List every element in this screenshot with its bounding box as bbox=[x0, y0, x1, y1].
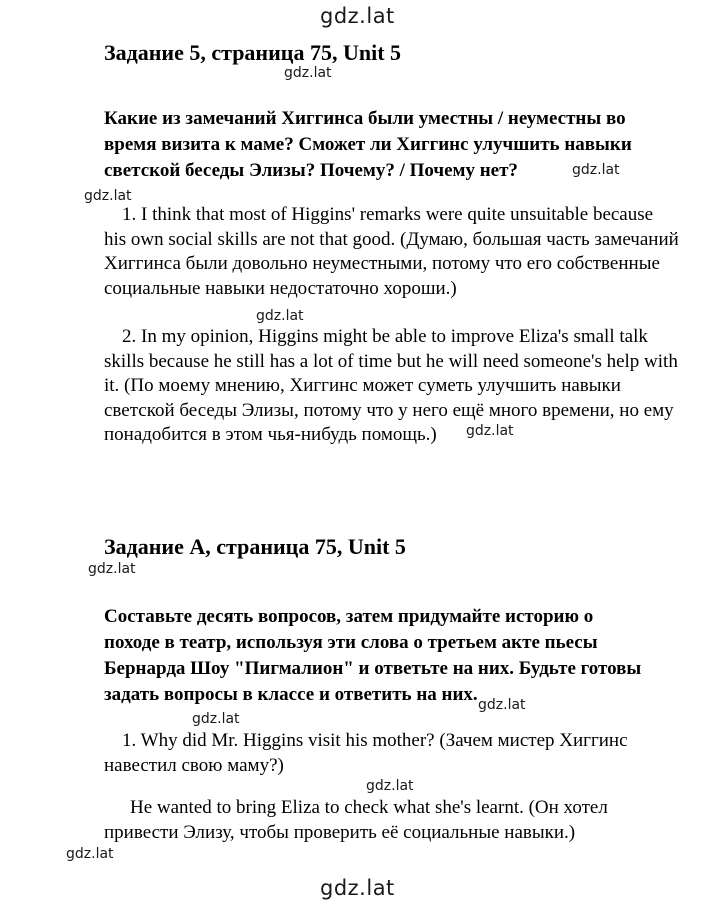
section1-question bbox=[104, 106, 684, 184]
question-line: Какие из замечаний Хиггинса были уместны / неуместны во bbox=[104, 108, 626, 129]
section1-answer-2 bbox=[104, 325, 694, 448]
watermark: gdz.lat bbox=[572, 162, 620, 178]
question-line: задать вопросы в классе и ответить на них. bbox=[104, 684, 478, 705]
answer-line: привести Элизу, чтобы проверить её социальные навыки.) bbox=[104, 821, 576, 843]
answer-line: 2. In my opinion, Higgins might be able to improve Eliza's small talk bbox=[122, 326, 648, 347]
question-line: светской беседы Элизы? Почему? / Почему нет? bbox=[104, 160, 518, 181]
watermark: gdz.lat bbox=[366, 778, 414, 794]
section2-heading: Задание A, страница 75, Unit 5 bbox=[104, 534, 406, 559]
answer-line: понадобится в этом чья-нибудь помощь.) bbox=[104, 424, 437, 445]
watermark: gdz.lat bbox=[320, 876, 395, 900]
answer-line: it. (По моему мнению, Хиггинс может суметь улучшить навыки bbox=[104, 375, 621, 396]
answer-line: светской беседы Элизы, потому что у него ещё много времени, но ему bbox=[104, 399, 674, 421]
answer-line: Хиггинса были довольно неуместными, потому что его собственные bbox=[104, 253, 660, 274]
answer-line: навестил свою маму?) bbox=[104, 754, 284, 776]
watermark: gdz.lat bbox=[192, 711, 240, 727]
watermark: gdz.lat bbox=[256, 308, 304, 324]
watermark: gdz.lat bbox=[84, 188, 132, 204]
question-line: Составьте десять вопросов, затем придумайте историю о bbox=[104, 606, 594, 627]
answer-line: his own social skills are not that good. (Думаю, большая часть замечаний bbox=[104, 228, 679, 250]
question-line: время визита к маме? Сможет ли Хиггинс улучшить навыки bbox=[104, 134, 632, 155]
watermark: gdz.lat bbox=[478, 697, 526, 713]
watermark: gdz.lat bbox=[466, 423, 514, 439]
question-line: походе в театр, используя эти слова о третьем акте пьесы bbox=[104, 632, 598, 653]
answer-line: skills because he still has a lot of time but he will need someone's help with bbox=[104, 350, 678, 372]
answer-line: He wanted to bring Eliza to check what she's learnt. (Он хотел bbox=[130, 797, 608, 818]
answer-line: социальные навыки недостаточно хороши.) bbox=[104, 277, 457, 299]
section2-answer-1 bbox=[104, 796, 694, 845]
watermark: gdz.lat bbox=[320, 4, 395, 28]
watermark: gdz.lat bbox=[66, 846, 114, 862]
section1-answer-1 bbox=[104, 203, 694, 301]
section1-heading: Задание 5, страница 75, Unit 5 bbox=[104, 40, 402, 65]
watermark: gdz.lat bbox=[88, 561, 136, 577]
section2-question-1 bbox=[104, 729, 694, 778]
section2-question bbox=[104, 604, 684, 708]
answer-line: 1. Why did Mr. Higgins visit his mother? (Зачем мистер Хиггинс bbox=[122, 730, 628, 751]
watermark: gdz.lat bbox=[284, 65, 332, 81]
question-line: Бернарда Шоу "Пигмалион" и ответьте на них. Будьте готовы bbox=[104, 658, 642, 679]
answer-line: 1. I think that most of Higgins' remarks were quite unsuitable because bbox=[122, 204, 654, 225]
